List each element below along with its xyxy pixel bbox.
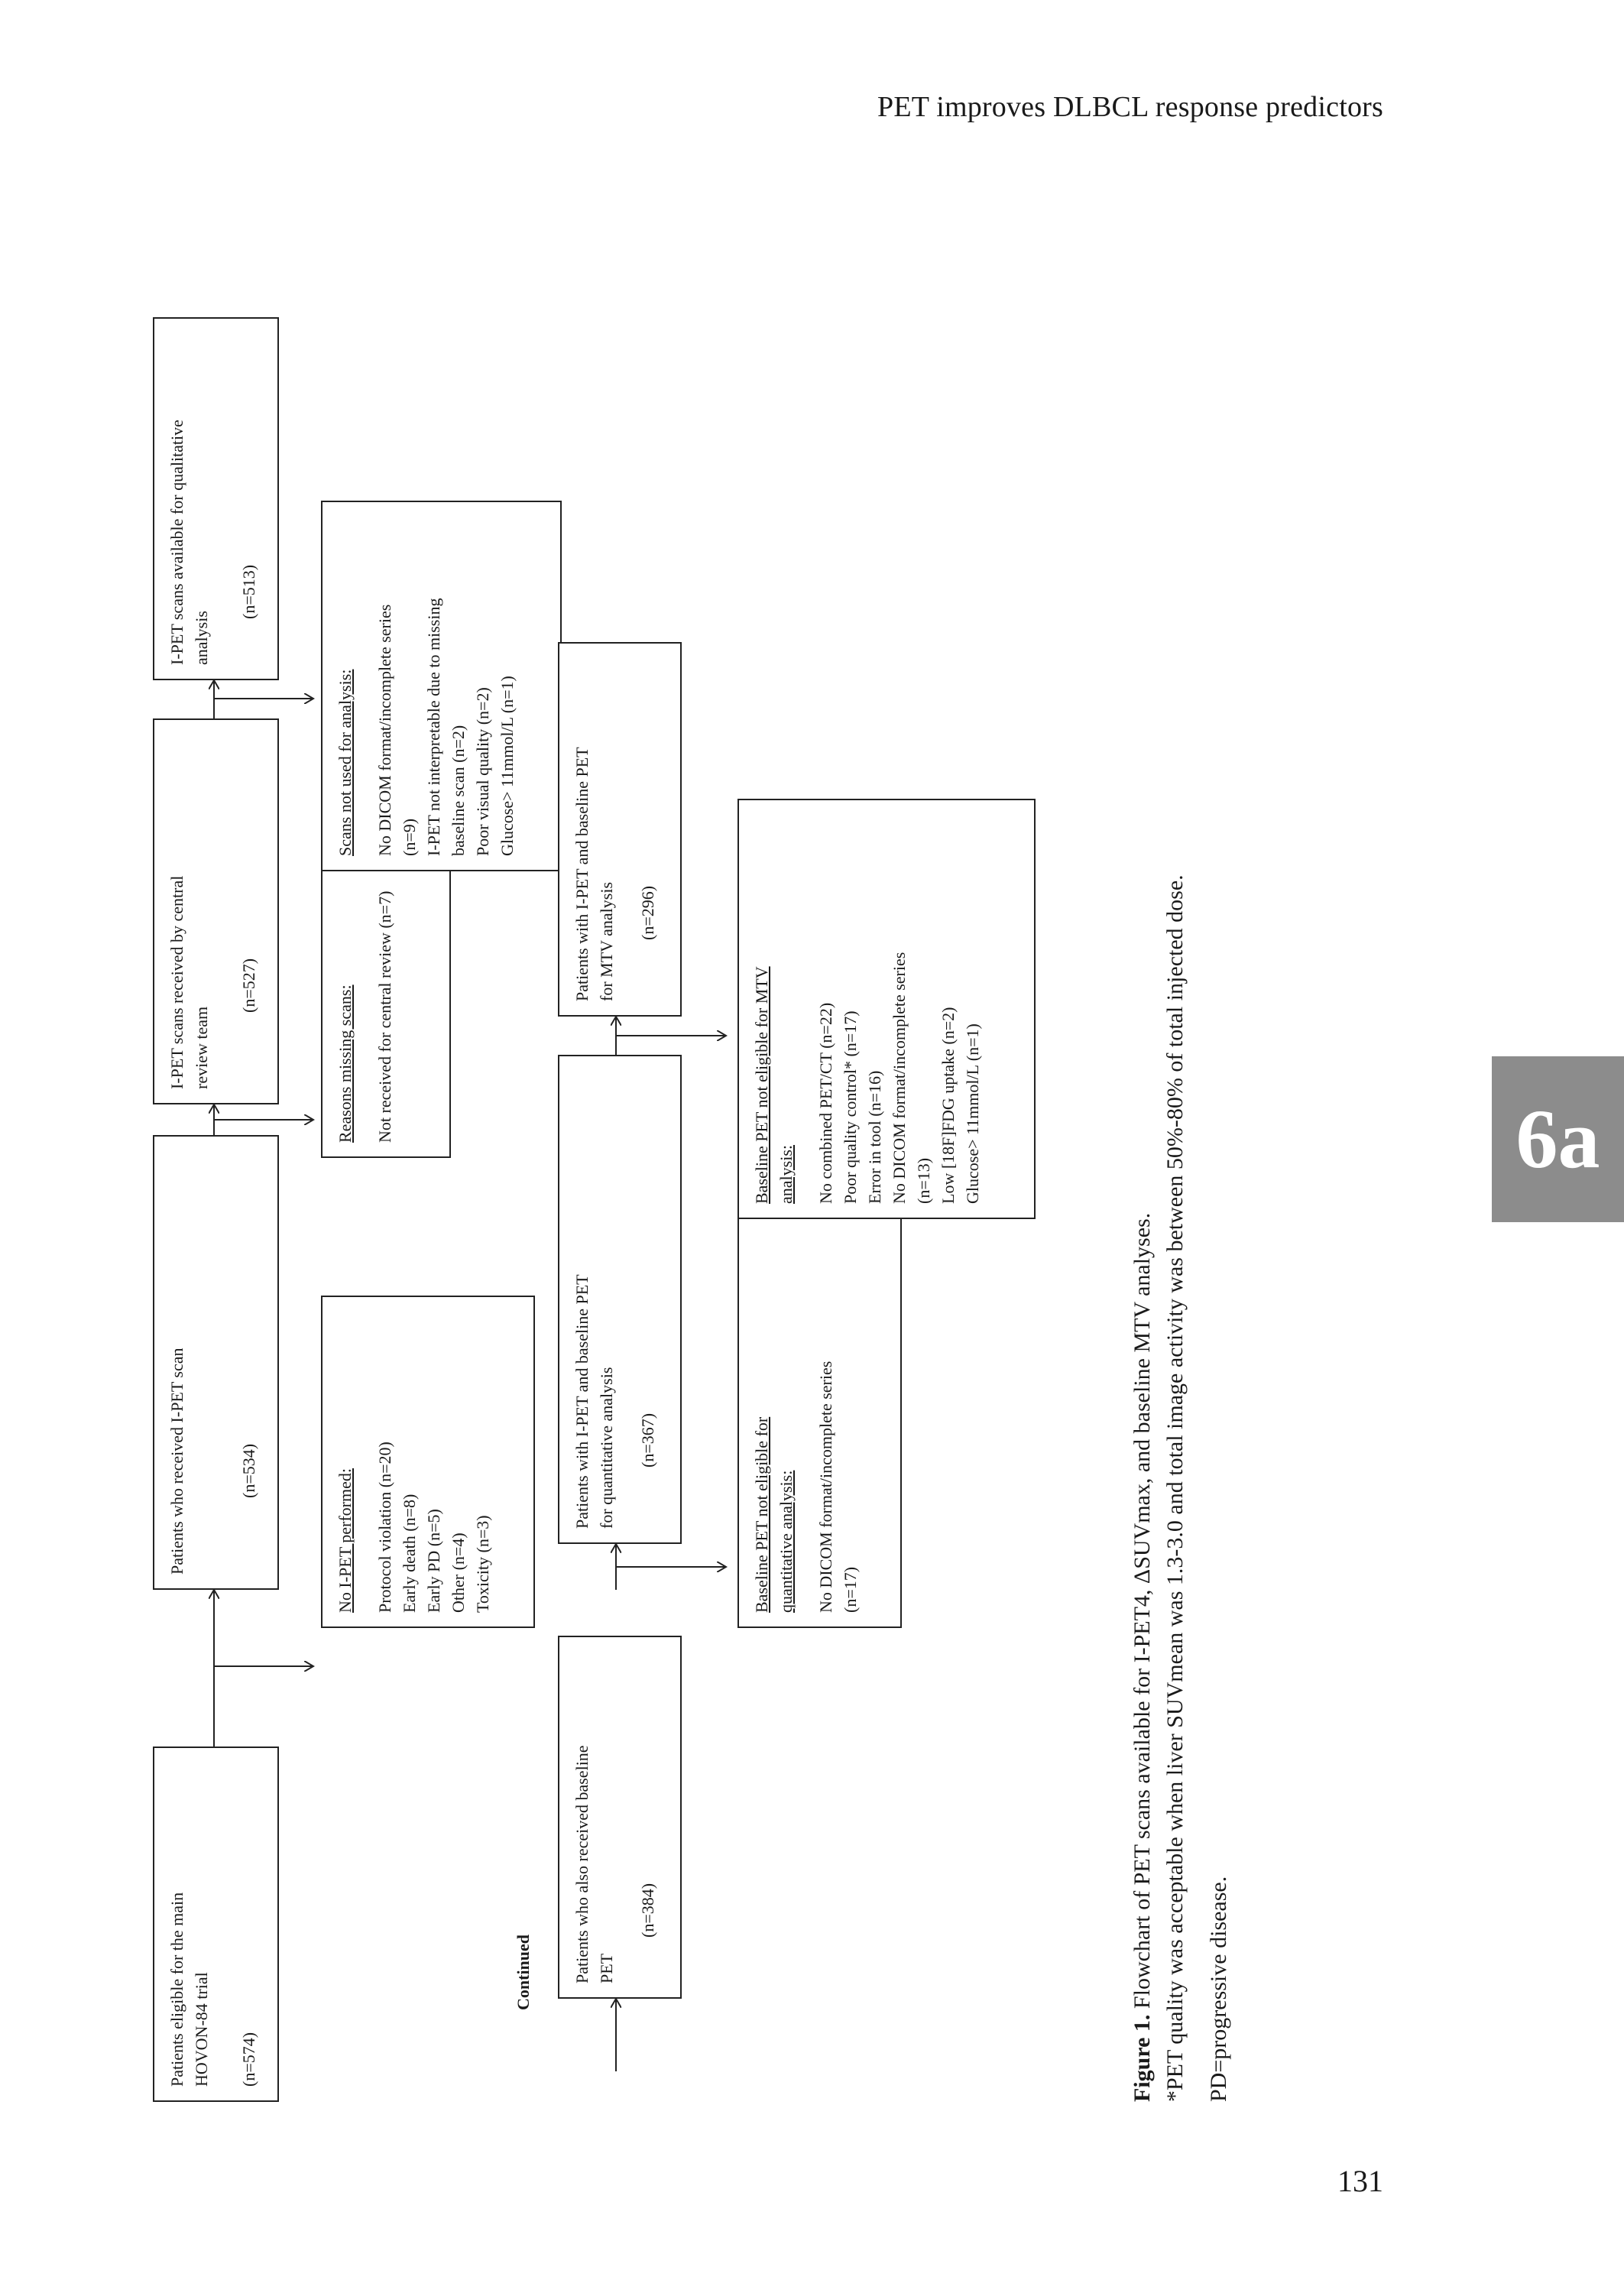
box-line: (n=13) <box>914 1157 933 1204</box>
caption-label: Figure 1. <box>1130 2014 1155 2102</box>
box-line: Glucose> 11mmol/L (n=1) <box>498 676 517 856</box>
box-line: Patients who also received baseline <box>572 1745 592 1983</box>
box-quantitative <box>558 1055 682 1544</box>
box-line: review team <box>192 1006 211 1089</box>
box-line: No DICOM format/incomplete series <box>816 1361 835 1613</box>
box-line: for quantitative analysis <box>597 1367 616 1529</box>
box-line: Glucose> 11mmol/L (n=1) <box>963 1023 982 1204</box>
box-heading: quantitative analysis: <box>776 1470 796 1613</box>
continued-label: Continued <box>514 1934 533 2010</box>
box-line: baseline scan (n=2) <box>449 725 468 856</box>
page-number: 131 <box>1337 2164 1383 2198</box>
box-line: Early death (n=8) <box>400 1494 419 1613</box>
box-line: Other (n=4) <box>449 1532 468 1613</box>
box-received-ipet <box>153 1135 279 1590</box>
box-line: I-PET scans received by central <box>167 875 186 1089</box>
box-also-baseline <box>558 1636 682 1999</box>
box-line: for MTV analysis <box>597 881 616 1001</box>
box-received-central <box>153 718 279 1104</box>
box-heading: Baseline PET not eligible for MTV <box>752 966 771 1204</box>
box-scans-not-used <box>321 501 562 871</box>
box-line: Patients eligible for the main <box>167 1892 186 2087</box>
box-count: (n=367) <box>638 1412 657 1468</box>
box-heading: Baseline PET not eligible for <box>752 1416 771 1613</box>
box-count: (n=574) <box>239 2032 258 2087</box>
box-line: I-PET not interpretable due to missing <box>424 598 443 856</box>
box-not-eligible-quantitative <box>737 1215 902 1628</box>
box-line: PET <box>597 1953 616 1983</box>
box-heading: Reasons missing scans: <box>335 984 355 1143</box>
box-heading: Scans not used for analysis: <box>335 669 355 856</box>
box-line: (n=9) <box>400 818 419 856</box>
box-line: Poor quality control* (n=17) <box>841 1010 860 1204</box>
box-eligible <box>153 1747 279 2102</box>
box-line: No DICOM format/incomplete series <box>890 952 909 1204</box>
box-line: Not received for central review (n=7) <box>375 890 394 1143</box>
chapter-tab: 6a <box>1492 1056 1624 1222</box>
box-not-eligible-mtv <box>737 799 1036 1219</box>
box-line: analysis <box>192 611 211 665</box>
box-no-ipet <box>321 1296 535 1628</box>
box-line: Protocol violation (n=20) <box>375 1442 394 1613</box>
box-heading: No I-PET performed: <box>335 1468 355 1613</box>
box-heading: analysis: <box>776 1145 796 1204</box>
running-head: PET improves DLBCL response predictors <box>877 91 1383 123</box>
rotated-figure <box>153 153 1376 2102</box>
box-line: (n=17) <box>841 1566 860 1613</box>
caption-title: Flowchart of PET scans available for I-PET4, ΔSUVmax, and baseline MTV analyses. <box>1130 1212 1155 2015</box>
box-count: (n=527) <box>239 958 258 1013</box>
box-line: Error in tool (n=16) <box>865 1070 884 1204</box>
box-line: HOVON-84 trial <box>192 1972 211 2087</box>
figure-caption <box>1127 1213 1158 2102</box>
box-count: (n=384) <box>638 1883 657 1938</box>
box-mtv <box>558 642 682 1017</box>
box-line: Toxicity (n=3) <box>473 1515 492 1613</box>
box-count: (n=296) <box>638 885 657 940</box>
box-line: Low [18F]FDG uptake (n=2) <box>938 1007 958 1204</box>
box-line: Patients with I-PET and baseline PET <box>572 747 592 1001</box>
box-available-qualitative <box>153 317 279 680</box>
caption-note-pd: PD=progressive disease. <box>1206 1876 1231 2102</box>
box-line: Early PD (n=5) <box>424 1509 443 1613</box>
box-line: Poor visual quality (n=2) <box>473 687 492 856</box>
box-line: I-PET scans available for qualitative <box>167 420 186 665</box>
box-line: Patients with I-PET and baseline PET <box>572 1274 592 1529</box>
box-count: (n=534) <box>239 1443 258 1498</box>
box-line: No combined PET/CT (n=22) <box>816 1002 835 1204</box>
box-line: Patients who received I-PET scan <box>167 1348 186 1575</box>
box-line: No DICOM format/incomplete series <box>375 604 394 856</box>
caption-note-quality: *PET quality was acceptable when liver SUVmean was 1.3-3.0 and total image activity was between 50%-80% of total injected dose. <box>1162 874 1188 2102</box>
box-count: (n=513) <box>239 564 258 619</box>
